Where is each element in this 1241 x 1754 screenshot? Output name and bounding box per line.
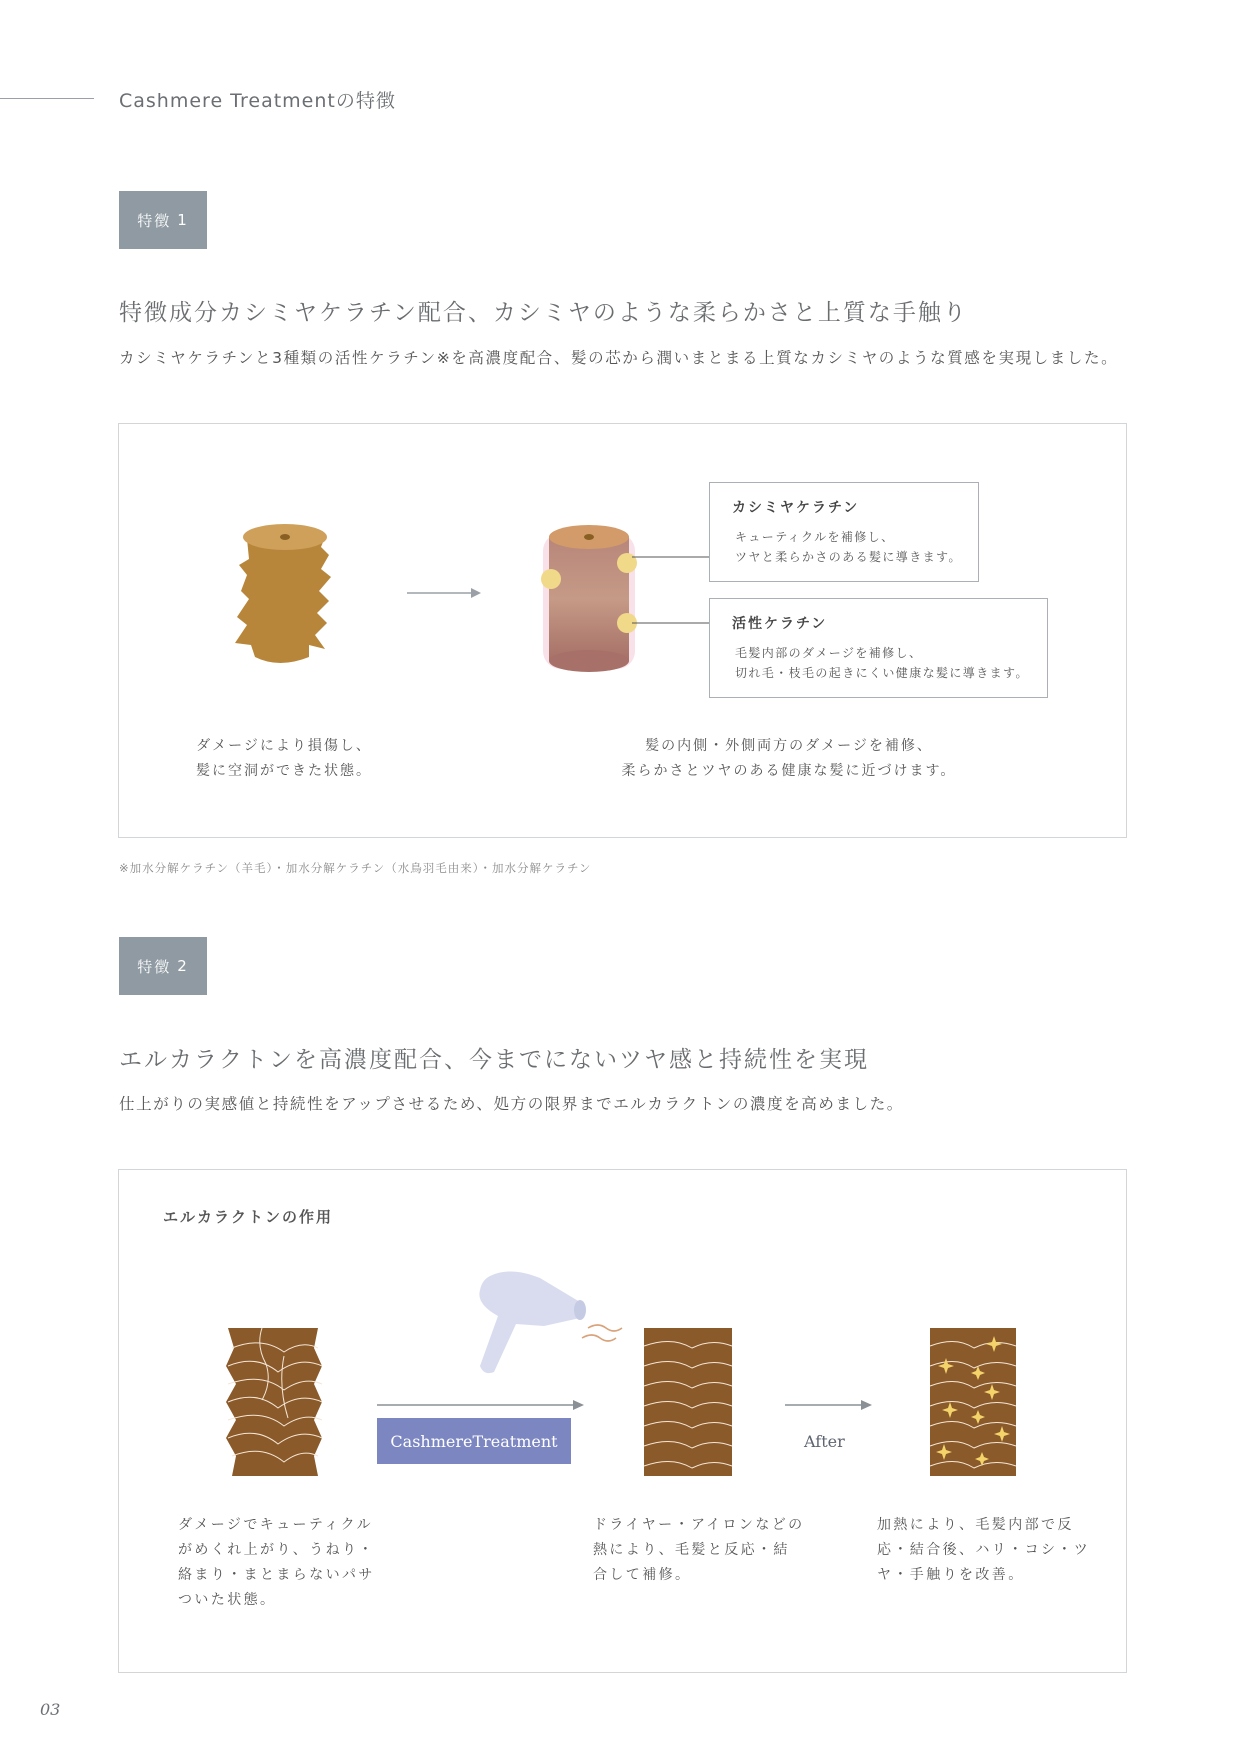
damaged-hair-illustration bbox=[229, 519, 339, 669]
arrow-icon bbox=[377, 1398, 587, 1412]
step-line: 絡まり・まとまらないパサ bbox=[178, 1567, 375, 1583]
step-line: ドライヤー・アイロンなどの bbox=[593, 1517, 805, 1533]
caption-line: 髪の内側・外側両方のダメージを補修、 bbox=[645, 738, 933, 754]
badge-number: 2 bbox=[177, 957, 189, 975]
feature-2-lead: 仕上がりの実感値と持続性をアップさせるため、処方の限界までエルカラクトンの濃度を高めました。 bbox=[119, 1095, 904, 1113]
step-1-text bbox=[178, 1513, 375, 1613]
badge-label: 特徴 bbox=[137, 957, 172, 976]
feature-2-heading: エルカラクトンを高濃度配合、今までにないツヤ感と持続性を実現 bbox=[119, 1047, 869, 1073]
arrow-icon bbox=[407, 586, 483, 600]
callout-line: 毛髪内部のダメージを補修し、 bbox=[735, 646, 923, 660]
feature-1-heading: 特徴成分カシミヤケラチン配合、カシミヤのような柔らかさと上質な手触り bbox=[119, 300, 968, 326]
callout-title: カシミヤケラチン bbox=[732, 500, 860, 516]
callout-line: キューティクルを補修し、 bbox=[735, 530, 895, 544]
callout-title: 活性ケラチン bbox=[732, 616, 828, 632]
hair-dryer-icon bbox=[470, 1268, 630, 1376]
page-number: 03 bbox=[40, 1700, 61, 1719]
repaired-hair-illustration bbox=[539, 519, 639, 679]
callout-active-keratin bbox=[709, 598, 1048, 698]
step-line: 応・結合後、ハリ・コシ・ツ bbox=[877, 1542, 1091, 1558]
callout-line: ツヤと柔らかさのある髪に導きます。 bbox=[735, 550, 962, 564]
step-line: ついた状態。 bbox=[178, 1592, 277, 1608]
step-line: 熱により、毛髪と反応・結 bbox=[593, 1542, 790, 1558]
feature-1-lead: カシミヤケラチンと3種類の活性ケラチン※を高濃度配合、髪の芯から潤いまとまる上質なカシミヤのような質感を実現しました。 bbox=[119, 349, 1119, 367]
step-line: ダメージでキューティクル bbox=[178, 1517, 373, 1533]
step-2-text bbox=[593, 1513, 805, 1588]
caption-line: 髪に空洞ができた状態。 bbox=[196, 763, 372, 779]
glossy-hair-strand bbox=[928, 1326, 1018, 1478]
step-line: がめくれ上がり、うねり・ bbox=[178, 1542, 375, 1558]
caption-after bbox=[589, 734, 989, 784]
badge-number: 1 bbox=[177, 211, 189, 229]
step-line: 加熱により、毛髪内部で反 bbox=[877, 1517, 1074, 1533]
step-3-text bbox=[877, 1513, 1090, 1588]
step-line: 合して補修。 bbox=[593, 1567, 692, 1583]
step-line: ヤ・手触りを改善。 bbox=[877, 1567, 1025, 1583]
ingredient-footnote: ※加水分解ケラチン（羊毛）・加水分解ケラチン（水鳥羽毛由来）・加水分解ケラチン bbox=[119, 861, 592, 875]
caption-line: 柔らかさとツヤのある健康な髪に近づけます。 bbox=[621, 763, 957, 779]
damaged-hair-strand bbox=[222, 1326, 324, 1478]
caption-line: ダメージにより損傷し、 bbox=[196, 738, 372, 754]
after-label: After bbox=[804, 1432, 845, 1451]
page-header-title: Cashmere Treatmentの特徴 bbox=[119, 90, 396, 112]
cashmere-treatment-label: CashmereTreatment bbox=[377, 1418, 571, 1464]
feature-1-badge bbox=[119, 191, 207, 249]
treated-hair-strand bbox=[642, 1326, 734, 1478]
feature-1-panel bbox=[118, 423, 1127, 838]
panel-title: エルカラクトンの作用 bbox=[163, 1208, 334, 1226]
badge-label: 特徴 bbox=[137, 211, 172, 230]
callout-cashmere-keratin bbox=[709, 482, 979, 582]
header-rule bbox=[0, 98, 94, 99]
callout-line: 切れ毛・枝毛の起きにくい健康な髪に導きます。 bbox=[735, 666, 1029, 680]
arrow-icon bbox=[785, 1398, 875, 1412]
feature-2-badge bbox=[119, 937, 207, 995]
caption-before bbox=[159, 734, 409, 784]
